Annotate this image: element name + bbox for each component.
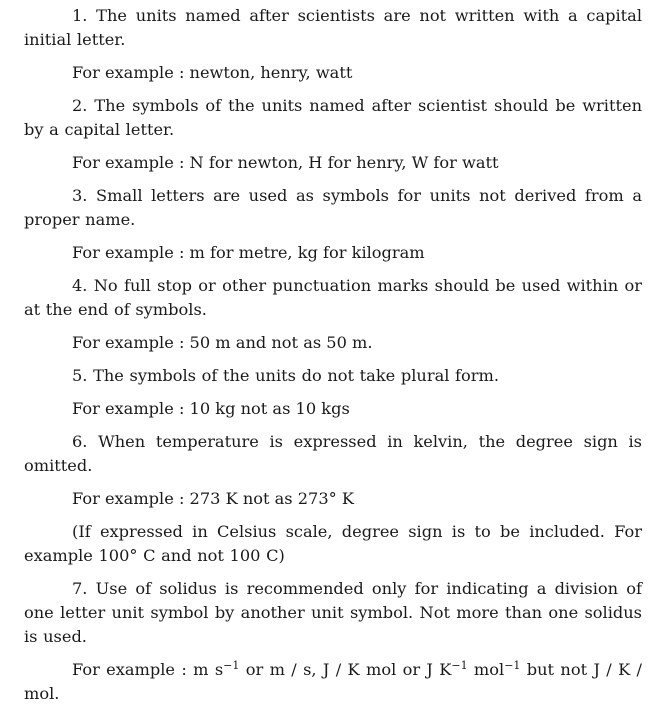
rule-2-text: 2. The symbols of the units named after scientist should be written by a capital letter. — [24, 96, 642, 139]
rule-7-example-mid2: mol — [467, 660, 505, 679]
rule-6-note: (If expressed in Celsius scale, degree sign is to be included. For example 100° C and not 100 C) — [24, 522, 642, 565]
rule-6-text: 6. When temperature is expressed in kelvin, the degree sign is omitted. — [24, 432, 642, 475]
rule-1-example: For example : newton, henry, watt — [72, 63, 353, 82]
rule-2-example: For example : N for newton, H for henry, W for watt — [72, 153, 499, 172]
rule-7-example-exp3: −1 — [504, 659, 521, 672]
rule-4-example: For example : 50 m and not as 50 m. — [72, 333, 373, 352]
rule-7-text: 7. Use of solidus is recommended only for indicating a division of one letter unit symbol by another unit symbol. Not more than one solidus is used. — [24, 579, 642, 646]
rule-3-example: For example : m for metre, kg for kilogram — [72, 243, 425, 262]
rule-7-example-mid: or m / s, J / K mol or J K — [239, 660, 452, 679]
rule-1-text: 1. The units named after scientists are not written with a capital initial letter. — [24, 6, 642, 49]
rule-4-text: 4. No full stop or other punctuation marks should be used within or at the end of symbols. — [24, 276, 642, 319]
rule-7-example-lead: For example : m s — [72, 660, 224, 679]
rule-5-example: For example : 10 kg not as 10 kgs — [72, 399, 350, 418]
rule-7-example-tail: but not J / K / mol. — [24, 660, 642, 703]
rule-7-example-exp1: −1 — [223, 659, 240, 672]
rule-3-text: 3. Small letters are used as symbols for units not derived from a proper name. — [24, 186, 642, 229]
rule-6-example: For example : 273 K not as 273° K — [72, 489, 354, 508]
rule-7-example — [24, 658, 642, 706]
rule-7-example-exp2: −1 — [451, 659, 468, 672]
rule-5-text: 5. The symbols of the units do not take plural form. — [72, 366, 500, 385]
